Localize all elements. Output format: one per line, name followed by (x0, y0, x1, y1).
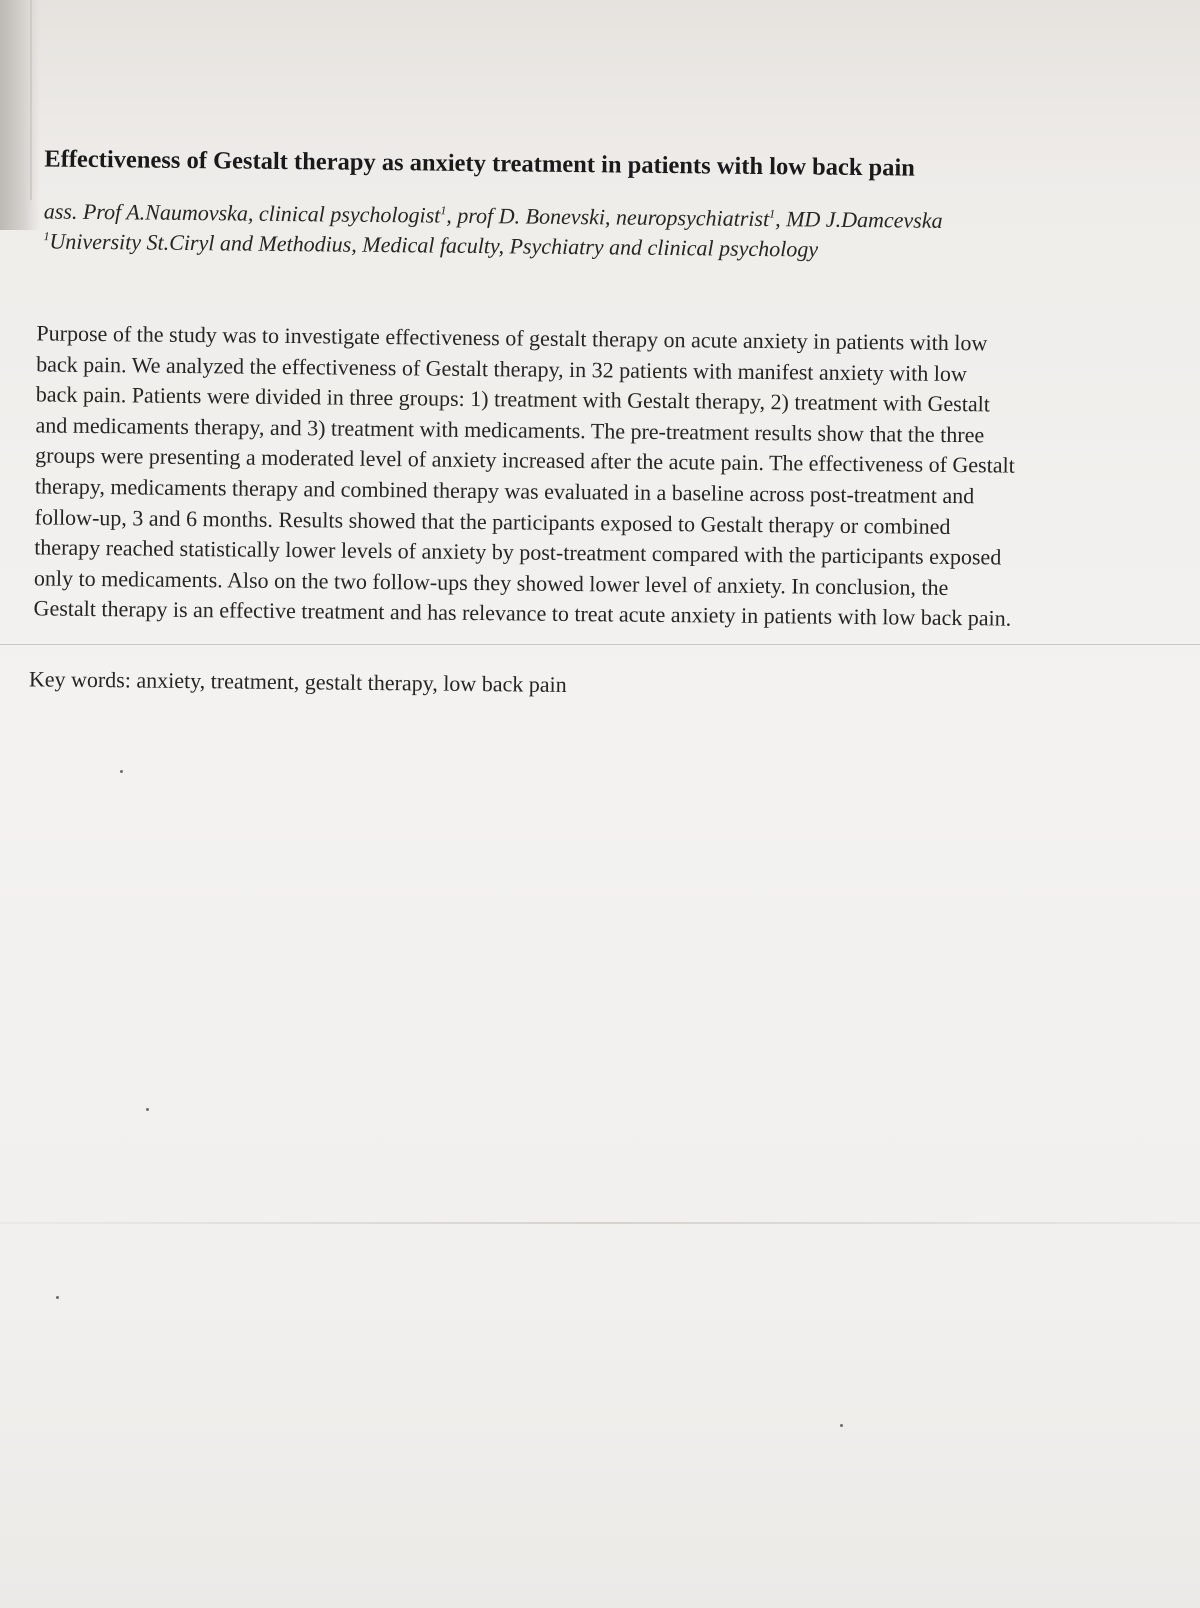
author-1-affiliation-mark: 1 (440, 203, 447, 218)
paper-fold-line (0, 1222, 1200, 1224)
abstract-line: therapy reached statistically lower levels of anxiety by post-treatment compared with the participants exposed (34, 534, 1002, 570)
paper-title: Effectiveness of Gestalt therapy as anxiety treatment in patients with low back pain (44, 145, 916, 182)
abstract-paragraph (33, 318, 1126, 635)
author-3: , MD J.Damcevska (775, 206, 943, 233)
abstract-line: follow-up, 3 and 6 months. Results showed that the participants exposed to Gestalt therapy or combined (34, 503, 951, 539)
abstract-line: back pain. We analyzed the effectiveness of Gestalt therapy, in 32 patients with manifest anxiety with low (36, 350, 967, 386)
affiliation-mark: 1 (43, 229, 50, 244)
abstract-line: only to medicaments. Also on the two follow-ups they showed lower level of anxiety. In conclusion, the (33, 565, 949, 600)
author-2: , prof D. Bonevski, neuropsychiatrist (446, 202, 770, 232)
affiliation-text: University St.Ciryl and Methodius, Medical faculty, Psychiatry and clinical psychology (49, 228, 819, 262)
dust-speck (840, 1424, 843, 1427)
abstract-line: therapy, medicaments therapy and combined therapy was evaluated in a baseline across post-treatment and (34, 473, 975, 509)
abstract-line: Purpose of the study was to investigate effectiveness of gestalt therapy on acute anxiety in patients with low (36, 320, 988, 356)
abstract-line: Gestalt therapy is an effective treatment and has relevance to treat acute anxiety in patients with low back pain. (33, 595, 1012, 631)
abstract-line: and medicaments therapy, and 3) treatment with medicaments. The pre-treatment results show that the three (35, 412, 985, 448)
author-2-affiliation-mark: 1 (769, 206, 776, 221)
abstract-line: back pain. Patients were divided in three groups: 1) treatment with Gestalt therapy, 2) treatment with Gestalt (35, 381, 991, 417)
keywords-line: Key words: anxiety, treatment, gestalt therapy, low back pain (28, 666, 567, 697)
dust-speck (56, 1296, 59, 1299)
abstract-line: groups were presenting a moderated level of anxiety increased after the acute pain. The effectiveness of Gestalt (35, 442, 1015, 479)
dust-speck (146, 1108, 149, 1111)
dust-speck (120, 770, 123, 773)
section-divider (0, 644, 1200, 645)
author-1: ass. Prof A.Naumovska, clinical psychologist (43, 198, 441, 228)
